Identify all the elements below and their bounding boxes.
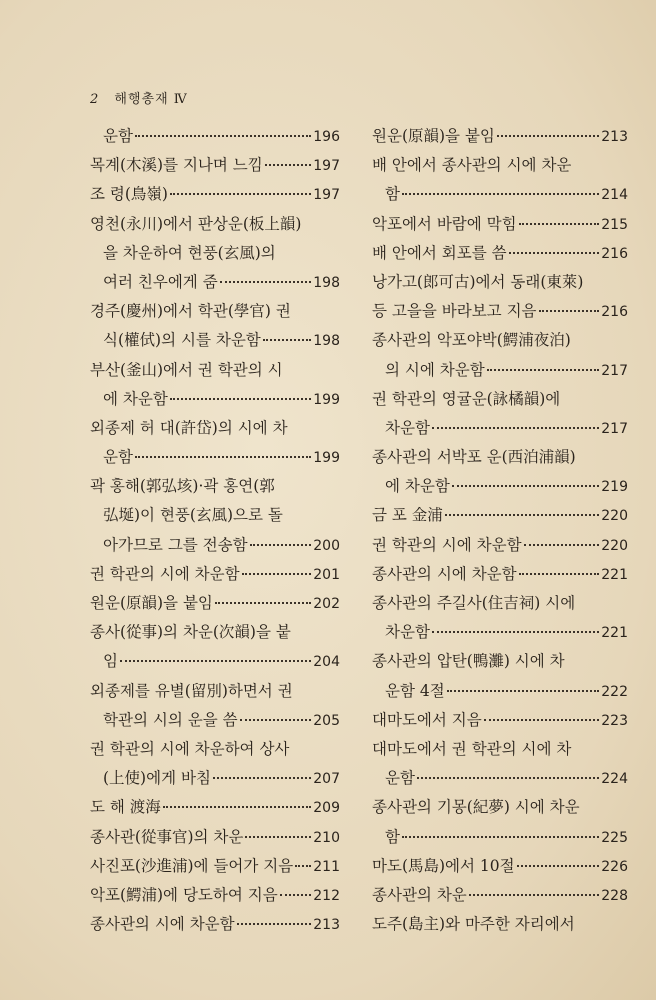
dot-leader xyxy=(250,544,312,546)
toc-entry xyxy=(90,501,340,530)
toc-entry-title: 권 학관의 시에 차운함 xyxy=(90,564,240,583)
toc-entry-title: 악포에서 바람에 막힘 xyxy=(372,214,517,233)
toc-entry-page: 210 xyxy=(313,829,340,846)
toc-entry xyxy=(90,326,340,355)
toc-entry-page: 217 xyxy=(601,420,628,437)
toc-entry xyxy=(90,764,340,793)
toc-entry xyxy=(90,677,340,706)
toc-entry-page: 211 xyxy=(313,858,340,875)
toc-entry-page: 223 xyxy=(601,712,628,729)
toc-entry xyxy=(90,180,340,209)
toc-entry-page: 220 xyxy=(601,508,628,525)
toc-entry-title: 배 안에서 회포를 씀 xyxy=(372,243,507,262)
toc-entry-title: 권 학관의 시에 차운함 xyxy=(372,535,522,554)
toc-entry-title: 아가므로 그를 전송함 xyxy=(103,535,248,554)
dot-leader xyxy=(237,923,312,925)
toc-entry xyxy=(90,122,340,151)
toc-entry xyxy=(372,910,628,939)
toc-entry-title: 종사관의 차운 xyxy=(372,885,467,904)
running-title: 해행총재 Ⅳ xyxy=(114,92,188,107)
toc-entry xyxy=(90,297,340,326)
toc-entry-title: 사진포(沙進浦)에 들어가 지음 xyxy=(90,856,294,875)
toc-entry-page: 215 xyxy=(601,216,628,233)
toc-entry xyxy=(372,239,628,268)
toc-entry-title: 차운함 xyxy=(385,418,430,437)
toc-entry-title: 목계(木溪)를 지나며 느낌 xyxy=(90,156,263,175)
dot-leader xyxy=(452,485,599,487)
toc-entry-title: 권 학관의 영귤운(詠橘韻)에 xyxy=(372,389,561,408)
dot-leader xyxy=(524,544,600,546)
dot-leader xyxy=(509,252,600,254)
dot-leader xyxy=(519,223,600,225)
toc-entry-title: 을 차운하여 현풍(玄風)의 xyxy=(103,243,276,262)
toc-entry-page: 221 xyxy=(601,625,628,642)
toc-entry-page: 225 xyxy=(601,829,628,846)
dot-leader xyxy=(295,865,311,867)
toc-entry xyxy=(90,443,340,472)
toc-entry-title: 도주(島主)와 마주한 자리에서 xyxy=(372,915,575,934)
toc-entry-title: 악포(鰐浦)에 당도하여 지음 xyxy=(90,885,278,904)
toc-entry-title: 식(權侙)의 시를 차운함 xyxy=(103,331,261,350)
toc-entry-title: 운함 xyxy=(103,448,133,467)
toc-entry-title: 경주(慶州)에서 학관(學官) 권 xyxy=(90,302,291,321)
toc-entry-title: 에 차운함 xyxy=(385,477,450,496)
dot-leader xyxy=(213,777,311,779)
dot-leader xyxy=(469,894,600,896)
toc-entry-page: 214 xyxy=(601,187,628,204)
dot-leader xyxy=(245,836,311,838)
toc-entry xyxy=(372,122,628,151)
dot-leader xyxy=(432,427,599,429)
toc-entry-page: 198 xyxy=(313,333,340,350)
toc-entry-title: 원운(原韻)을 붙임 xyxy=(372,127,495,145)
toc-entry xyxy=(90,414,340,443)
toc-entry xyxy=(372,852,628,881)
toc-entry-page: 199 xyxy=(313,391,340,408)
toc-entry-title: 영천(永川)에서 판상운(板上韻) xyxy=(90,214,302,233)
toc-entry-title: 종사관의 시에 차운함 xyxy=(90,915,235,934)
dot-leader xyxy=(240,719,312,721)
toc-entry xyxy=(372,356,628,385)
toc-entry xyxy=(372,735,628,764)
toc-entry-title: 마도(馬島)에서 10절 xyxy=(372,856,515,875)
toc-entry-title: 곽 홍해(郭弘垓)·곽 홍연(郭 xyxy=(90,477,275,496)
toc-entry-title: 외종제를 유별(留別)하면서 권 xyxy=(90,681,293,700)
toc-entry-page: 226 xyxy=(601,858,628,875)
toc-entry-title: 종사(從事)의 차운(次韻)을 붙 xyxy=(90,623,291,642)
toc-entry xyxy=(90,793,340,822)
dot-leader xyxy=(215,602,311,604)
toc-entry-title: 대마도에서 권 학관의 시에 차 xyxy=(372,739,572,758)
dot-leader xyxy=(402,836,599,838)
toc-entry xyxy=(90,706,340,735)
dot-leader xyxy=(170,398,311,400)
toc-entry xyxy=(90,356,340,385)
toc-entry xyxy=(372,180,628,209)
toc-entry-page: 217 xyxy=(601,362,628,379)
toc-entry-title: 함 xyxy=(385,185,400,204)
dot-leader xyxy=(432,631,599,633)
toc-entry xyxy=(90,268,340,297)
toc-entry-title: 운함 xyxy=(103,127,133,145)
toc-entry-page: 219 xyxy=(601,479,628,496)
dot-leader xyxy=(280,894,312,896)
toc-entry-page: 224 xyxy=(601,771,628,788)
dot-leader xyxy=(517,865,600,867)
toc-entry-title: 에 차운함 xyxy=(103,389,168,408)
toc-entry xyxy=(372,677,628,706)
dot-leader xyxy=(445,514,599,516)
toc-entry-title: 운함 xyxy=(385,769,415,788)
toc-entry-title: 임 xyxy=(103,652,118,671)
toc-entry-title: 종사관(從事官)의 차운 xyxy=(90,827,244,846)
toc-entry xyxy=(372,501,628,530)
toc-entry-page: 222 xyxy=(601,683,628,700)
toc-entry xyxy=(372,326,628,355)
toc-entry xyxy=(372,414,628,443)
toc-entry xyxy=(372,268,628,297)
toc-entry-title: 금 포 金浦 xyxy=(372,506,443,525)
toc-entry-page: 216 xyxy=(601,304,628,321)
toc-entry-page: 201 xyxy=(313,566,340,583)
toc-entry xyxy=(90,852,340,881)
dot-leader xyxy=(497,135,599,137)
toc-entry-page: 202 xyxy=(313,596,340,612)
toc-entry-title: 조 령(鳥嶺) xyxy=(90,185,168,204)
toc-entry-title: 낭가고(郎可古)에서 동래(東萊) xyxy=(372,272,584,291)
toc-entry-title: 학관의 시의 운을 씀 xyxy=(103,710,238,729)
dot-leader xyxy=(170,193,311,195)
toc-entry xyxy=(90,472,340,501)
toc-entry xyxy=(90,618,340,647)
toc-entry-title: 弘埏)이 현풍(玄風)으로 돌 xyxy=(103,506,283,525)
toc-entry-title: 종사관의 기몽(紀夢) 시에 차운 xyxy=(372,798,580,817)
dot-leader xyxy=(487,369,600,371)
toc-entry xyxy=(90,385,340,414)
toc-entry-title: 부산(釜山)에서 권 학관의 시 xyxy=(90,360,283,379)
toc-entry-title: 외종제 허 대(許岱)의 시에 차 xyxy=(90,418,288,437)
dot-leader xyxy=(402,193,599,195)
toc-entry-page: 196 xyxy=(313,129,340,145)
toc-entry-title: 종사관의 악포야박(鰐浦夜泊) xyxy=(372,331,571,350)
toc-entry-title: 함 xyxy=(385,827,400,846)
toc-entry-title: 종사관의 압탄(鴨灘) 시에 차 xyxy=(372,652,565,671)
dot-leader xyxy=(220,281,312,283)
dot-leader xyxy=(519,573,600,575)
toc-entry-page: 204 xyxy=(313,654,340,671)
toc-entry xyxy=(372,151,628,180)
page-header xyxy=(90,88,188,107)
toc-entry-page: 212 xyxy=(313,887,340,904)
toc-entry-page: 200 xyxy=(313,537,340,554)
toc-entry-title: 의 시에 차운함 xyxy=(385,360,485,379)
toc-entry-page: 228 xyxy=(601,887,628,904)
toc-entry xyxy=(90,823,340,852)
toc-entry-title: 원운(原韻)을 붙임 xyxy=(90,594,213,612)
toc-entry xyxy=(372,706,628,735)
dot-leader xyxy=(484,719,600,721)
toc-entry xyxy=(90,151,340,180)
toc-entry-title: 여러 친우에게 줌 xyxy=(103,272,218,291)
toc-entry xyxy=(90,910,340,939)
toc-entry-title: 대마도에서 지음 xyxy=(372,710,482,729)
toc-entry xyxy=(90,589,340,618)
toc-entry-title: 종사관의 주길사(住吉祠) 시에 xyxy=(372,594,576,612)
dot-leader xyxy=(263,339,312,341)
toc-entry xyxy=(90,881,340,910)
toc-entry-title: 도 해 渡海 xyxy=(90,798,161,817)
toc-entry-page: 197 xyxy=(313,187,340,204)
toc-entry-title: 차운함 xyxy=(385,623,430,642)
toc-entry-title: 등 고을을 바라보고 지음 xyxy=(372,302,537,321)
toc-entry-title: 운함 4절 xyxy=(385,681,445,700)
toc-entry xyxy=(90,531,340,560)
toc-entry-title: 종사관의 시에 차운함 xyxy=(372,564,517,583)
toc-entry xyxy=(90,735,340,764)
toc-entry-title: 배 안에서 종사관의 시에 차운 xyxy=(372,156,572,175)
dot-leader xyxy=(163,806,311,808)
toc-entry-page: 221 xyxy=(601,566,628,583)
dot-leader xyxy=(135,135,311,137)
toc-entry-title: 권 학관의 시에 차운하여 상사 xyxy=(90,739,290,758)
toc-entry xyxy=(372,881,628,910)
toc-entry-page: 198 xyxy=(313,274,340,291)
toc-entry-page: 199 xyxy=(313,450,340,467)
toc-entry xyxy=(90,239,340,268)
toc-entry xyxy=(90,560,340,589)
toc-entry-page: 213 xyxy=(313,917,340,934)
dot-leader xyxy=(417,777,599,779)
toc-entry xyxy=(90,210,340,239)
toc-entry xyxy=(372,647,628,676)
toc-entry xyxy=(372,531,628,560)
toc-entry-page: 205 xyxy=(313,712,340,729)
toc-entry xyxy=(372,823,628,852)
toc-entry xyxy=(372,472,628,501)
toc-entry xyxy=(372,297,628,326)
page-number: 2 xyxy=(90,92,100,107)
toc-entry xyxy=(372,589,628,618)
toc-entry-title: 종사관의 서박포 운(西泊浦韻) xyxy=(372,448,576,467)
dot-leader xyxy=(120,660,311,662)
toc-left-column xyxy=(90,122,340,939)
toc-entry xyxy=(372,443,628,472)
toc-entry-page: 216 xyxy=(601,245,628,262)
toc-entry-page: 207 xyxy=(313,771,340,788)
toc-entry xyxy=(372,764,628,793)
toc-entry xyxy=(90,647,340,676)
toc-entry-page: 197 xyxy=(313,158,340,175)
toc-entry xyxy=(372,793,628,822)
toc-entry-page: 220 xyxy=(601,537,628,554)
dot-leader xyxy=(242,573,312,575)
toc-entry xyxy=(372,385,628,414)
toc-entry-title: (上使)에게 바침 xyxy=(103,769,211,788)
toc-entry xyxy=(372,618,628,647)
toc-entry xyxy=(372,210,628,239)
dot-leader xyxy=(447,690,600,692)
toc-entry-page: 209 xyxy=(313,800,340,817)
dot-leader xyxy=(539,310,600,312)
dot-leader xyxy=(265,164,312,166)
dot-leader xyxy=(135,456,311,458)
toc-entry xyxy=(372,560,628,589)
toc-right-column xyxy=(372,122,628,939)
toc-entry-page: 213 xyxy=(601,129,628,145)
